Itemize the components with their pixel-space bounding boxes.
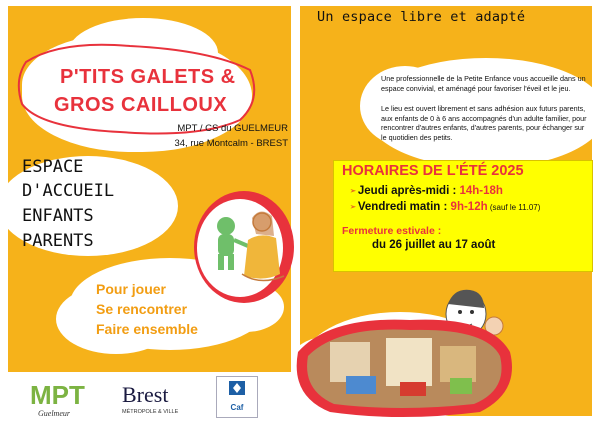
espace-line-4: PARENTS	[22, 231, 94, 251]
brest-logo-text: Brest	[122, 382, 169, 407]
arrow-bullet-icon: ➢	[350, 187, 356, 195]
playroom-photo	[290, 312, 520, 420]
description-paragraph-2: Le lieu est ouvert librement et sans adhésion aux futurs parents, aux enfants de 0 à 6 ans accompagnés d'un adulte familier, pour rencontrer d'autres enfants, d'autres parents, pour échanger sur le quotidien des petits.	[381, 104, 587, 142]
title-line-2: GROS CAILLOUX	[54, 94, 228, 116]
brest-logo	[118, 378, 194, 418]
mpt-logo-sub: Guelmeur	[38, 409, 70, 418]
caf-logo-mark	[217, 377, 257, 417]
description-paragraph-1: Une professionnelle de la Petite Enfance vous accueille dans un espace convivial, et aménagé pour favoriser l'éveil et le jeu.	[381, 74, 586, 93]
tagline: Un espace libre et adapté	[317, 9, 526, 25]
activity-line-3: Faire ensemble	[96, 321, 198, 337]
arrow-bullet-icon: ➢	[350, 203, 356, 211]
horaire-time: 14h-18h	[459, 185, 503, 197]
horaire-day: Vendredi matin :	[357, 201, 451, 213]
address-line-1: MPT / CS du GUELMEUR	[177, 123, 288, 134]
espace-line-3: ENFANTS	[22, 206, 94, 226]
activity-line-2: Se rencontrer	[96, 301, 188, 317]
address-line-2: 34, rue Montcalm - BREST	[174, 138, 288, 149]
horaire-row-vendredi	[350, 201, 540, 213]
espace-line-1: ESPACE	[22, 157, 84, 177]
horaire-time: 9h-12h	[450, 201, 488, 213]
fermeture-dates: du 26 juillet au 17 août	[372, 239, 496, 251]
title-line-1: P'TITS GALETS &	[60, 66, 236, 88]
caf-logo-text: Caf	[230, 403, 244, 412]
horaires-title: HORAIRES DE L'ÉTÉ 2025	[342, 163, 524, 179]
mpt-logo	[28, 378, 100, 418]
espace-line-2: D'ACCUEIL	[22, 181, 115, 201]
horaire-note: (sauf le 11.07)	[487, 203, 541, 212]
fermeture-label: Fermeture estivale :	[342, 225, 442, 237]
brest-logo-sub: MÉTROPOLE & VILLE	[122, 409, 179, 415]
mpt-logo-text: MPT	[30, 380, 85, 410]
caf-logo	[216, 376, 258, 418]
horaire-row-jeudi	[350, 185, 503, 197]
activity-line-1: Pour jouer	[96, 281, 167, 297]
horaires-box	[333, 160, 593, 272]
horaire-day: Jeudi après-midi :	[357, 185, 460, 197]
parent-child-illustration	[200, 196, 290, 296]
